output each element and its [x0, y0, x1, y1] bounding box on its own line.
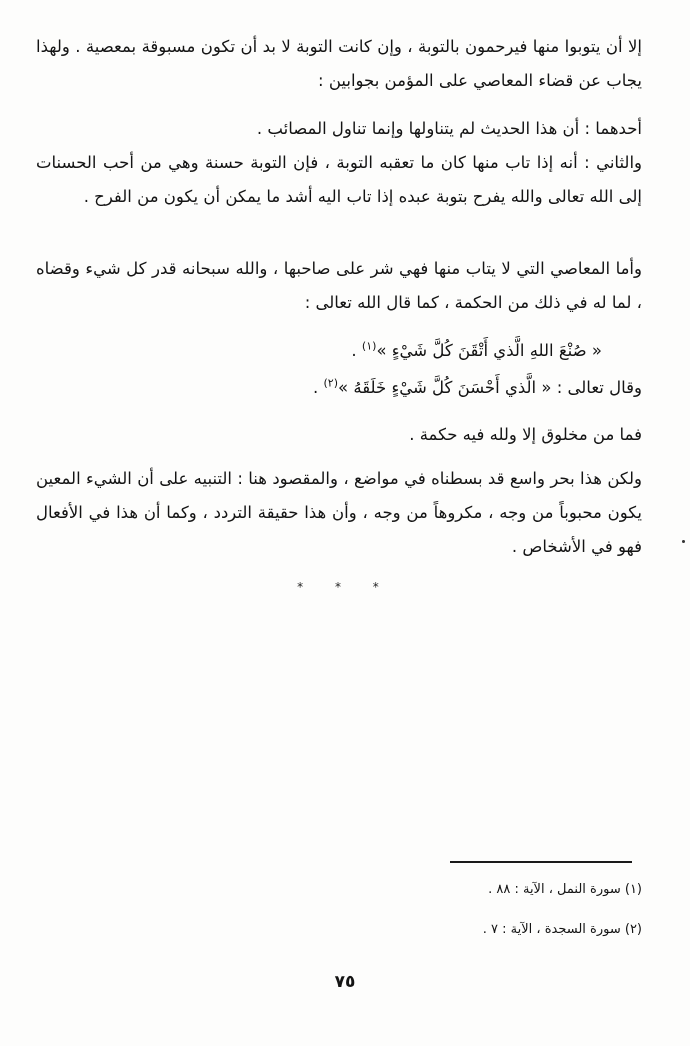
footnote-2: (٢) سورة السجدة ، الآية : ٧ .	[482, 922, 642, 937]
paragraph-3	[36, 146, 642, 214]
quran-verse-2-text: وقال تعالى : « الَّذي أَحْسَنَ كُلَّ شَيْءٍ خَلَقَهُ »	[338, 378, 642, 397]
footnote-divider	[450, 861, 632, 863]
paragraph-1-text: إلا أن يتوبوا منها فيرحمون بالتوبة ، وإن كانت التوبة لا بد أن تكون مسبوقة بمعصية . ولهذا يجاب عن قضاء المعاصي على المؤمن بجوابين :	[36, 37, 642, 90]
footnote-ref-2: (٢)	[323, 376, 339, 390]
paragraph-2	[36, 112, 642, 146]
margin-mark	[682, 540, 685, 543]
paragraph-4	[36, 252, 642, 320]
page-number: ٧٥	[334, 972, 356, 992]
section-separator: * * *	[297, 580, 393, 594]
paragraph-4-text: وأما المعاصي التي لا يتاب منها فهي شر على صاحبها ، والله سبحانه قدر كل شيء وقضاه ، لما له في ذلك من الحكمة ، كما قال الله تعالى :	[36, 259, 642, 312]
paragraph-8	[36, 462, 642, 564]
paragraph-8-text: ولكن هذا بحر واسع قد بسطناه في مواضع ، والمقصود هنا : التنبيه على أن الشيء المعين يكون محبوباً من وجه ، مكروهاً من وجه ، وأن هذا حقيقة التردد ، وكما أن هذا في الأفعال فهو في الأشخاص .	[36, 469, 642, 556]
quran-verse-1: « صُنْعَ اللهِ الَّذي أَتْقَنَ كُلَّ شَيْءٍ »$^{(١)}$ .	[351, 339, 602, 360]
footnote-ref-1: (١)	[361, 339, 377, 353]
footnote-1: (١) سورة النمل ، الآية : ٨٨ .	[488, 882, 642, 897]
quran-verse-1-text: « صُنْعَ اللهِ الَّذي أَتْقَنَ كُلَّ شَيْءٍ »	[376, 341, 602, 360]
quran-verse-2: وقال تعالى : « الَّذي أَحْسَنَ كُلَّ شَيْءٍ خَلَقَهُ »$^{(٢)}$ .	[313, 376, 642, 397]
paragraph-7-text: فما من مخلوق إلا ولله فيه حكمة .	[409, 425, 642, 444]
paragraph-3-text: والثاني : أنه إذا تاب منها كان ما تعقبه التوبة ، فإن التوبة حسنة وهي من أحب الحسنات إلى الله تعالى والله يفرح بتوبة عبده إذا تاب اليه أشد ما يمكن أن يكون من الفرح .	[36, 153, 642, 206]
paragraph-7	[36, 418, 642, 452]
paragraph-2-text: أحدهما : أن هذا الحديث لم يتناولها وإنما تناول المصائب .	[256, 119, 642, 138]
paragraph-1	[36, 30, 642, 98]
